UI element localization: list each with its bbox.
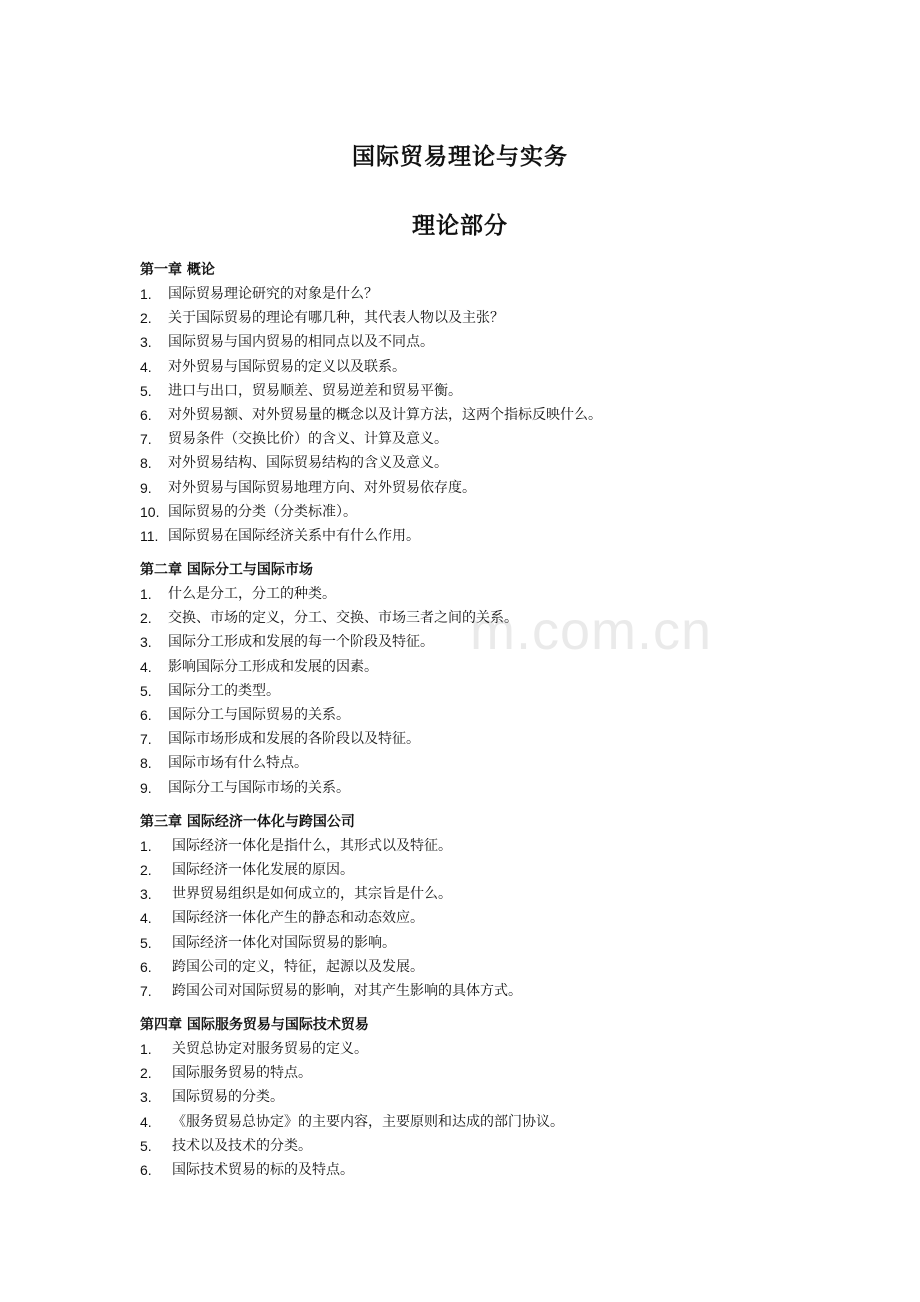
question-text: 国际经济一体化是指什么，其形式以及特征。 <box>172 837 452 854</box>
question-number: 5. <box>140 1137 152 1154</box>
question-item <box>140 500 760 524</box>
question-item <box>140 955 760 979</box>
question-text: 对外贸易与国际贸易地理方向、对外贸易依存度。 <box>168 479 476 496</box>
question-text: 技术以及技术的分类。 <box>172 1137 312 1154</box>
question-item <box>140 630 760 654</box>
question-number: 4. <box>140 358 152 375</box>
question-text: 对外贸易额、对外贸易量的概念以及计算方法，这两个指标反映什么。 <box>168 406 602 423</box>
question-number: 7. <box>140 982 152 999</box>
question-text: 进口与出口，贸易顺差、贸易逆差和贸易平衡。 <box>168 382 462 399</box>
question-text: 国际市场有什么特点。 <box>168 755 308 772</box>
question-number: 1. <box>140 586 152 603</box>
question-text: 世界贸易组织是如何成立的，其宗旨是什么。 <box>172 886 452 903</box>
question-text: 国际技术贸易的标的及特点。 <box>172 1162 354 1178</box>
question-item <box>140 751 760 775</box>
question-item <box>140 882 760 906</box>
question-number: 3. <box>140 634 152 651</box>
question-text: 国际经济一体化产生的静态和动态效应。 <box>172 910 424 927</box>
question-number: 6. <box>140 1162 152 1178</box>
question-text: 国际贸易理论研究的对象是什么？ <box>168 286 378 302</box>
question-item <box>140 1110 760 1134</box>
question-number: 4. <box>140 658 152 675</box>
chapter-heading: 第四章 国际服务贸易与国际技术贸易 <box>140 1017 369 1034</box>
question-text: 跨国公司的定义，特征，起源以及发展。 <box>172 958 424 975</box>
question-number: 4. <box>140 1113 152 1130</box>
question-list <box>140 1037 760 1182</box>
question-text: 影响国际分工形成和发展的因素。 <box>168 658 378 675</box>
question-number: 2. <box>140 310 152 327</box>
question-text: 国际分工与国际市场的关系。 <box>168 779 350 796</box>
chapter-heading: 第二章 国际分工与国际市场 <box>140 562 313 579</box>
question-number: 2. <box>140 1065 152 1082</box>
question-text: 国际贸易与国内贸易的相同点以及不同点。 <box>168 334 434 351</box>
question-text: 国际分工的类型。 <box>168 682 280 699</box>
question-number: 5. <box>140 382 152 399</box>
chapter-section <box>140 810 760 1003</box>
question-number: 8. <box>140 755 152 772</box>
question-number: 9. <box>140 479 152 496</box>
question-number: 7. <box>140 431 152 448</box>
question-text: 关于国际贸易的理论有哪几种，其代表人物以及主张？ <box>168 310 504 327</box>
chapter-section <box>140 558 760 800</box>
question-item <box>140 727 760 751</box>
question-text: 国际经济一体化发展的原因。 <box>172 861 354 878</box>
question-text: 什么是分工，分工的种类。 <box>168 586 336 603</box>
question-number: 6. <box>140 707 152 723</box>
question-number: 6. <box>140 958 152 975</box>
question-number: 5. <box>140 934 152 951</box>
question-text: 对外贸易与国际贸易的定义以及联系。 <box>168 358 406 375</box>
question-item <box>140 655 760 679</box>
question-number: 2. <box>140 610 152 627</box>
question-number: 3. <box>140 334 152 351</box>
question-item <box>140 776 760 800</box>
question-item <box>140 379 760 403</box>
question-number: 1. <box>140 286 152 302</box>
question-list <box>140 282 760 548</box>
question-item <box>140 679 760 703</box>
question-item <box>140 979 760 1003</box>
question-number: 2. <box>140 861 152 878</box>
chapter-heading: 第一章 概论 <box>140 262 215 278</box>
question-text: 国际市场形成和发展的各阶段以及特征。 <box>168 731 420 748</box>
question-number: 1. <box>140 837 152 854</box>
question-text: 国际贸易的分类。 <box>172 1089 284 1106</box>
chapter-heading: 第三章 国际经济一体化与跨国公司 <box>140 813 355 830</box>
question-text: 国际分工形成和发展的每一个阶段及特征。 <box>168 634 434 651</box>
question-number: 3. <box>140 886 152 903</box>
question-text: 贸易条件（交换比价）的含义、计算及意义。 <box>168 431 448 448</box>
document-subtitle: 理论部分 <box>412 213 508 239</box>
question-item <box>140 1158 760 1182</box>
question-item <box>140 306 760 330</box>
question-item <box>140 906 760 930</box>
chapter-list <box>140 258 760 1192</box>
question-text: 国际服务贸易的特点。 <box>172 1065 312 1082</box>
chapter-section <box>140 258 760 548</box>
question-text: 对外贸易结构、国际贸易结构的含义及意义。 <box>168 455 448 472</box>
question-number: 1. <box>140 1041 152 1058</box>
question-item <box>140 931 760 955</box>
question-item <box>140 1037 760 1061</box>
question-number: 3. <box>140 1089 152 1106</box>
watermark: m.com.cn <box>470 601 713 661</box>
question-number: 4. <box>140 910 152 927</box>
question-item <box>140 330 760 354</box>
question-number: 6. <box>140 406 152 423</box>
question-text: 国际贸易的分类（分类标准）。 <box>168 503 357 520</box>
question-item <box>140 1134 760 1158</box>
question-number: 10. <box>140 503 160 520</box>
question-text: 交换、市场的定义，分工、交换、市场三者之间的关系。 <box>168 610 518 627</box>
question-text: 关贸总协定对服务贸易的定义。 <box>172 1041 368 1058</box>
question-item <box>140 451 760 475</box>
document-title: 国际贸易理论与实务 <box>352 144 568 170</box>
question-text: 国际经济一体化对国际贸易的影响。 <box>172 934 396 951</box>
question-list <box>140 582 760 800</box>
question-number: 8. <box>140 455 152 472</box>
question-number: 7. <box>140 731 152 748</box>
question-text: 跨国公司对国际贸易的影响，对其产生影响的具体方式。 <box>172 982 522 999</box>
question-item <box>140 606 760 630</box>
chapter-section <box>140 1013 760 1182</box>
question-item <box>140 858 760 882</box>
question-item <box>140 834 760 858</box>
question-number: 9. <box>140 779 152 796</box>
question-text: 国际贸易在国际经济关系中有什么作用。 <box>168 527 420 544</box>
question-item <box>140 403 760 427</box>
question-item <box>140 524 760 548</box>
question-number: 5. <box>140 682 152 699</box>
question-item <box>140 582 760 606</box>
question-text: 国际分工与国际贸易的关系。 <box>168 707 350 723</box>
question-item <box>140 282 760 306</box>
question-item <box>140 1085 760 1109</box>
question-item <box>140 427 760 451</box>
question-number: 11. <box>140 527 159 544</box>
question-list <box>140 834 760 1003</box>
question-item <box>140 476 760 500</box>
question-item <box>140 703 760 727</box>
question-item <box>140 1061 760 1085</box>
question-text: 《服务贸易总协定》的主要内容，主要原则和达成的部门协议。 <box>172 1113 564 1130</box>
question-item <box>140 355 760 379</box>
